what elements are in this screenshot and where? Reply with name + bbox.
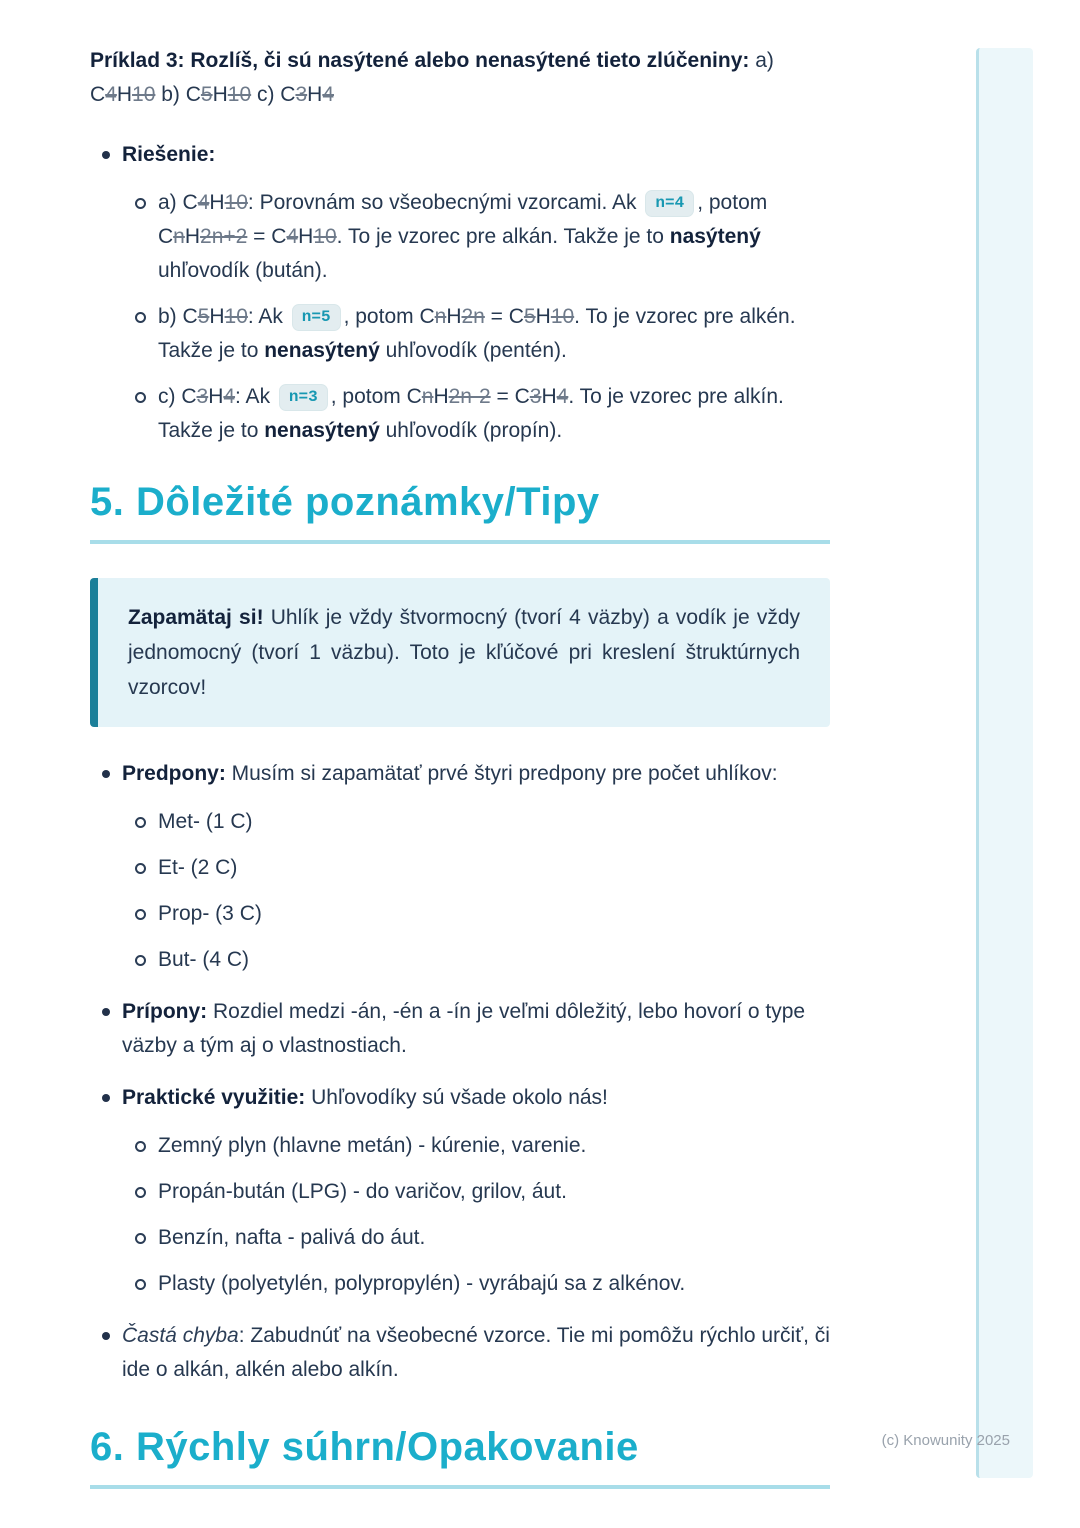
note-predpony — [90, 757, 830, 977]
solution-list-item — [90, 138, 830, 448]
text-segment: H — [212, 83, 228, 106]
text-segment: = C — [247, 225, 287, 248]
predpony-sublist — [122, 805, 830, 977]
callout-text — [128, 600, 800, 705]
solution-item-a — [122, 186, 830, 288]
text-segment: H — [541, 385, 557, 408]
struck-text: 10 — [227, 83, 252, 106]
text-segment: Uhlík je vždy štvormocný (tvorí 4 väzby) a vodík je vždy jednomocný (tvorí 1 väzbu). Toto je kľúčové pri kreslení štruktúrnych vzorcov! — [128, 606, 800, 699]
struck-text: 10 — [132, 83, 156, 106]
struck-text: 10 — [224, 305, 248, 328]
text-segment: : Ak — [235, 385, 276, 408]
text-segment: H — [184, 225, 201, 248]
struck-text: 4 — [556, 385, 569, 408]
usage-item-propan-butan: Propán-bután (LPG) - do varičov, grilov, áut. — [122, 1175, 830, 1209]
prakticke-sublist — [122, 1129, 830, 1301]
text-segment: , potom C — [158, 191, 768, 248]
struck-text: 5 — [523, 305, 536, 328]
prefix-item-met: Met- (1 C) — [122, 805, 830, 839]
text-segment: b) C — [155, 83, 201, 106]
text-segment: . To je vzorec pre alkén. Takže je to — [158, 305, 796, 362]
prefix-item-prop: Prop- (3 C) — [122, 897, 830, 931]
copyright-text: (c) Knowunity 2025 — [881, 1432, 1010, 1449]
struck-text: 2n-2 — [448, 385, 491, 408]
struck-text: 4 — [286, 225, 299, 248]
notes-list — [90, 757, 830, 1387]
text-segment: H — [535, 305, 551, 328]
note-prakticke-text — [122, 1086, 608, 1109]
struck-text: 10 — [224, 191, 248, 214]
text-segment: nenasýtený — [264, 419, 380, 442]
text-segment: H — [298, 225, 314, 248]
section-6-heading: 6. Rýchly súhrn/Opakovanie — [90, 1423, 830, 1489]
code-badge: n=5 — [292, 304, 341, 331]
text-segment: : Zabudnúť na všeobecné vzorce. Tie mi pomôžu rýchlo určiť, či ide o alkán, alkén alebo alkín. — [122, 1324, 830, 1381]
struck-text: 3 — [196, 385, 209, 408]
example-3-paragraph — [90, 44, 830, 112]
solution-item-c — [122, 380, 830, 448]
struck-text: 3 — [295, 83, 308, 106]
text-segment: Praktické využitie: — [122, 1086, 306, 1109]
struck-text: 4 — [105, 83, 117, 106]
note-prakticke-vyuzitie — [90, 1081, 830, 1301]
text-segment: nenasýtený — [264, 339, 380, 362]
text-segment: uhľovodík (bután). — [158, 259, 328, 282]
text-segment: Uhľovodíky sú všade okolo nás! — [305, 1086, 608, 1109]
struck-text: 2n — [461, 305, 485, 328]
usage-item-benzin: Benzín, nafta - palivá do áut. — [122, 1221, 830, 1255]
text-segment: a) C — [90, 49, 774, 106]
text-segment: b) C — [158, 305, 198, 328]
struck-text: 5 — [200, 83, 213, 106]
text-segment: nasýtený — [669, 225, 761, 248]
callout-note — [90, 578, 830, 727]
text-segment: uhľovodík (pentén). — [379, 339, 567, 362]
text-segment: H — [307, 83, 323, 106]
solution-item-b — [122, 300, 830, 368]
note-casta-chyba — [90, 1319, 830, 1387]
prefix-item-et: Et- (2 C) — [122, 851, 830, 885]
text-segment: H — [446, 305, 462, 328]
struck-text: n — [173, 225, 185, 248]
text-segment: Zapamätaj si! — [128, 606, 264, 629]
solution-list — [90, 138, 830, 448]
page-content — [90, 44, 830, 1489]
note-casta-chyba-text — [122, 1324, 830, 1381]
note-predpony-text — [122, 762, 778, 785]
note-pripony-text — [122, 1000, 805, 1057]
struck-text: n — [421, 385, 434, 408]
text-segment: , potom C — [330, 385, 422, 408]
scrollbar-track[interactable] — [976, 48, 1033, 1478]
struck-text: 5 — [197, 305, 210, 328]
solution-sublist — [122, 186, 830, 448]
text-segment: , potom C — [343, 305, 435, 328]
text-segment: a) C — [158, 191, 198, 214]
text-segment: H — [433, 385, 449, 408]
struck-text: n — [434, 305, 447, 328]
struck-text: 2n+2 — [200, 225, 248, 248]
code-badge: n=4 — [645, 190, 694, 217]
usage-item-plasty: Plasty (polyetylén, polypropylén) - vyrábajú sa z alkénov. — [122, 1267, 830, 1301]
text-segment: H — [116, 83, 133, 106]
text-segment: : Ak — [247, 305, 289, 328]
prefix-item-but: But- (4 C) — [122, 943, 830, 977]
text-segment: . To je vzorec pre alkín. Takže je to — [158, 385, 784, 442]
struck-text: 4 — [223, 385, 236, 408]
text-segment: H — [208, 385, 224, 408]
code-badge: n=3 — [279, 384, 328, 411]
usage-item-zemny-plyn: Zemný plyn (hlavne metán) - kúrenie, varenie. — [122, 1129, 830, 1163]
section-5-heading: 5. Dôležité poznámky/Tipy — [90, 478, 830, 544]
text-segment: H — [209, 305, 225, 328]
text-segment: Prípony: — [122, 1000, 208, 1023]
solution-heading — [122, 143, 215, 166]
note-pripony — [90, 995, 830, 1063]
struck-text: 4 — [197, 191, 210, 214]
text-segment: Rozdiel medzi -án, -én a -ín je veľmi dôležitý, lebo hovorí o type väzby a tým aj o vlastnostiach. — [122, 1000, 806, 1057]
struck-text: 4 — [322, 83, 334, 106]
struck-text: 10 — [313, 225, 337, 248]
text-segment: Predpony: — [122, 762, 226, 785]
text-segment: H — [209, 191, 225, 214]
text-segment: Častá chyba — [122, 1324, 239, 1347]
text-segment: uhľovodík (propín). — [379, 419, 563, 442]
text-segment: Príklad 3: Rozlíš, či sú nasýtené alebo nenasýtené tieto zlúčeniny: — [90, 49, 750, 72]
struck-text: 10 — [550, 305, 575, 328]
text-segment: c) C — [158, 385, 197, 408]
text-segment: = C — [484, 305, 524, 328]
text-segment: : Porovnám so všeobecnými vzorcami. Ak — [247, 191, 643, 214]
struck-text: 3 — [529, 385, 542, 408]
text-segment: c) C — [251, 83, 296, 106]
text-segment: . To je vzorec pre alkán. Takže je to — [336, 225, 670, 248]
text-segment: = C — [490, 385, 530, 408]
text-segment: Musím si zapamätať prvé štyri predpony pre počet uhlíkov: — [225, 762, 778, 785]
text-segment: Riešenie: — [122, 143, 216, 166]
